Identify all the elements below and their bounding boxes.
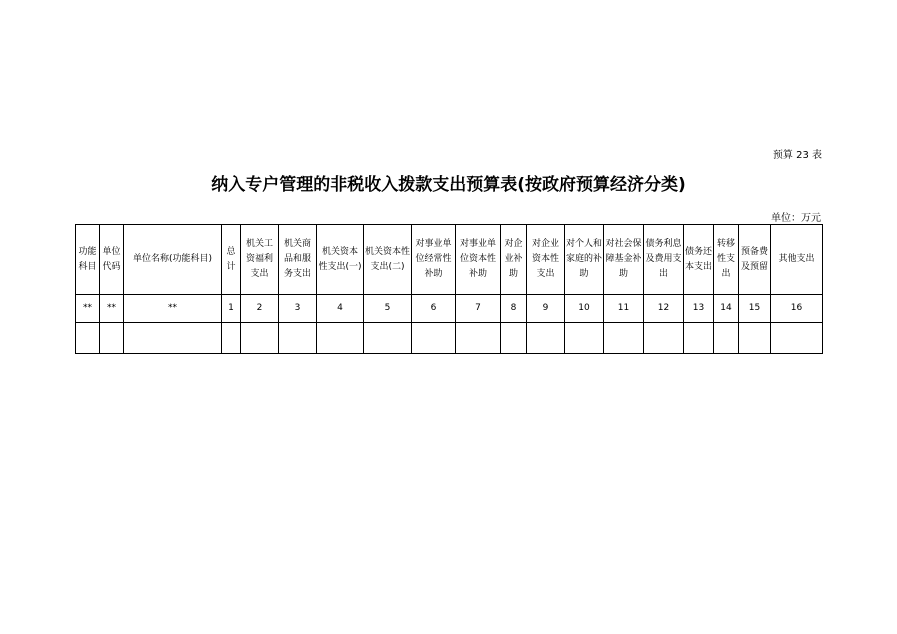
table-number: 预算 23 表 <box>772 150 822 161</box>
header-cell: 对事业单位资本性补助 <box>456 225 501 295</box>
data-cell <box>317 323 364 354</box>
header-cell: 债务利息及费用支出 <box>644 225 684 295</box>
header-cell: 总计 <box>222 225 241 295</box>
header-cell: 对企业资本性支出 <box>527 225 565 295</box>
index-cell: 2 <box>241 295 279 323</box>
index-cell: 3 <box>279 295 317 323</box>
data-cell <box>644 323 684 354</box>
header-cell: 机关资本性支出(二) <box>364 225 412 295</box>
unit-label: 单位：万元 <box>771 213 821 224</box>
header-cell: 单位代码 <box>100 225 124 295</box>
header-cell: 对个人和家庭的补助 <box>565 225 604 295</box>
index-cell: 15 <box>739 295 771 323</box>
header-cell: 机关工资福利支出 <box>241 225 279 295</box>
data-cell <box>364 323 412 354</box>
data-cell <box>279 323 317 354</box>
index-cell: ** <box>124 295 222 323</box>
header-cell: 功能科目 <box>76 225 100 295</box>
header-cell: 机关资本性支出(一) <box>317 225 364 295</box>
header-cell: 单位名称(功能科目) <box>124 225 222 295</box>
header-cell: 对事业单位经常性补助 <box>412 225 456 295</box>
data-cell <box>604 323 644 354</box>
data-cell <box>124 323 222 354</box>
header-cell: 预备费及预留 <box>739 225 771 295</box>
index-cell: 9 <box>527 295 565 323</box>
index-cell: 8 <box>501 295 527 323</box>
header-cell: 对社会保障基金补助 <box>604 225 644 295</box>
data-cell <box>565 323 604 354</box>
index-cell: 4 <box>317 295 364 323</box>
index-cell: 16 <box>771 295 823 323</box>
data-cell <box>714 323 739 354</box>
data-cell <box>739 323 771 354</box>
data-cell <box>456 323 501 354</box>
budget-table <box>75 224 823 354</box>
data-cell <box>684 323 714 354</box>
data-cell <box>241 323 279 354</box>
header-row <box>76 225 823 295</box>
index-cell: 11 <box>604 295 644 323</box>
data-cell <box>412 323 456 354</box>
data-row <box>76 323 823 354</box>
page-title: 纳入专户管理的非税收入拨款支出预算表(按政府预算经济分类) <box>211 175 686 195</box>
header-cell: 转移性支出 <box>714 225 739 295</box>
index-cell: 13 <box>684 295 714 323</box>
index-cell: ** <box>76 295 100 323</box>
index-cell: 1 <box>222 295 241 323</box>
data-cell <box>771 323 823 354</box>
index-cell: 6 <box>412 295 456 323</box>
data-cell <box>501 323 527 354</box>
data-cell <box>527 323 565 354</box>
index-cell: 12 <box>644 295 684 323</box>
data-cell <box>222 323 241 354</box>
index-cell: 5 <box>364 295 412 323</box>
index-cell: 7 <box>456 295 501 323</box>
index-row <box>76 295 823 323</box>
data-cell <box>100 323 124 354</box>
index-cell: 10 <box>565 295 604 323</box>
header-cell: 债务还本支出 <box>684 225 714 295</box>
header-cell: 机关商品和服务支出 <box>279 225 317 295</box>
index-cell: ** <box>100 295 124 323</box>
data-cell <box>76 323 100 354</box>
index-cell: 14 <box>714 295 739 323</box>
header-cell: 对企业补助 <box>501 225 527 295</box>
header-cell: 其他支出 <box>771 225 823 295</box>
